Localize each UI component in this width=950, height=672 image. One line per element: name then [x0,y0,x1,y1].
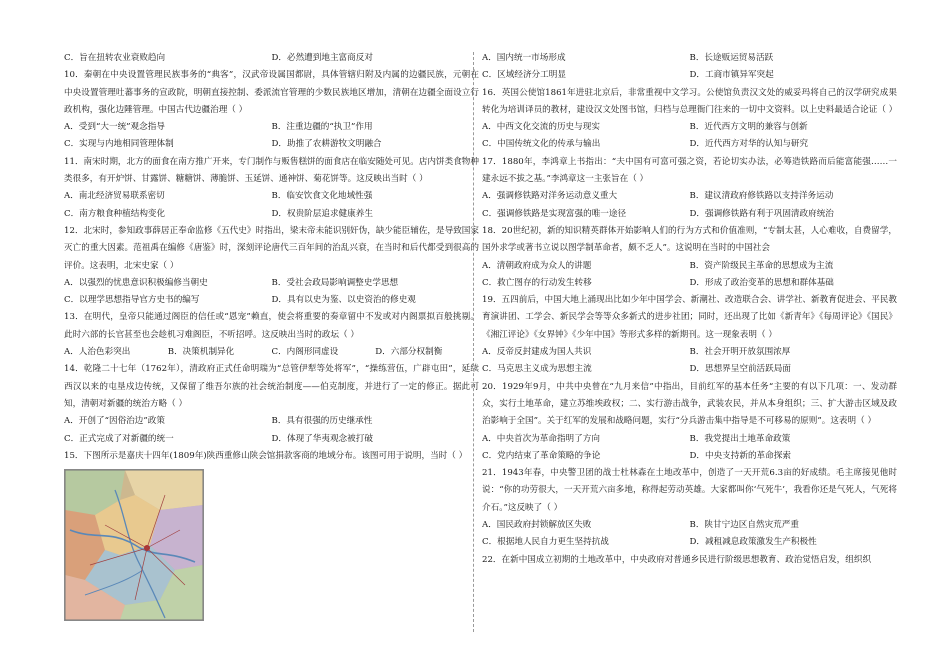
question-19 [482,292,897,378]
q20-options [482,431,897,466]
question-10 [64,67,479,153]
question-14 [64,361,479,447]
q10-stem: 10．秦朝在中央设置管理民族事务的“典客”，汉武帝设属国都尉，具体管辖归附及内属的边疆民族，元朝在中央设置管理吐蕃事务的宣政院，明朝直接控制、委派流官管理的少数民族地区增加，清朝在边疆全面设立行政机构，强化边陲管理。中国古代边疆治理（ ） [64,70,479,115]
question-11 [64,154,479,223]
q16-option-d: D．近代西方对华的认知与研究 [689,139,809,150]
q15-options [482,50,897,85]
q20-option-d: D．中央支持新的革命探索 [689,450,791,461]
q19-option-b: B．社会开明开放氛围浓厚 [689,347,791,358]
q16-options [482,119,897,154]
q21-option-d: D．减租减息政策激发生产积极性 [689,537,817,548]
q15-option-a: A．国内统一市场形成 [482,53,566,63]
q15-stem: 15．下图所示是嘉庆十四年(1809年)陕西重修山陕会馆捐款客商的地域分布。该图可用于说明，当时（ ） [64,450,468,461]
q17-option-d: D．强调修铁路有利于巩固清政府统治 [689,208,834,219]
q12-stem: 12．北宋时，参知政事薛居正奉命监修《五代史》时指出，梁末帝未能识别奸伪，缺少能臣辅佐，是导致国家灭亡的重大因素。范祖禹在编修《唐鉴》时，深刻评论唐代三百年间的治乱兴衰，在当时和后代都受到很高的评价。这表明，北宋史家（ ） [64,225,479,271]
q17-stem: 17．1880年，李鸿章上书指出：“夫中国有可富可强之资，若论切实办法，必筹造铁路而后能富能强……一建永远不拔之基。”李鸿章这一主张旨在（ ） [482,156,897,185]
q17-option-a: A．强调修铁路对洋务运动意义重大 [482,191,618,202]
q20-option-b: B．我党提出土地革命政策 [689,433,791,444]
q12-option-a: A．以强烈的忧患意识积极编修当朝史 [64,277,208,288]
q10-option-d: D．助推了农耕游牧文明融合 [271,139,382,150]
q13-option-c: C．内阁形同虚设 [271,347,339,358]
q16-stem: 16．英国公使馆1861年进驻北京后，非常重视中文学习。公使馆负责汉文处的威妥玛将自己的汉学研究成果转化为培训译员的教材，建设汉文处图书馆，归档与总理衙门往来的一切中文资料。以上史料最适合论证（ ） [482,87,898,115]
q11-option-b: B．临安饮食文化地域性强 [271,191,373,202]
q14-option-a: A．开创了“因俗治边”政策 [64,416,165,427]
q12-option-d: D．具有以史为鉴、以史资治的修史观 [271,295,416,306]
q21-option-a: A．国民政府封锁解放区失败 [482,520,592,531]
question-17 [482,154,897,223]
question-22 [482,552,897,569]
question-21 [482,465,897,551]
q19-option-d: D．思想界呈空前活跃局面 [689,364,791,375]
q10-options [64,119,479,154]
question-15 [64,448,479,621]
q20-option-c: C．党内结束了革命策略的争论 [482,450,601,461]
q17-options [482,188,897,223]
q11-option-d: D．权贵阶层追求健康养生 [271,208,373,219]
q12-options [64,275,479,310]
q11-option-c: C．南方粮食种植结构变化 [64,208,166,219]
right-column [482,50,897,569]
q12-option-b: B．受社会政局影响调整史学思想 [271,277,399,288]
merchant-distribution-map [64,469,204,621]
q12-option-c: C．以理学思想指导官方史书的编写 [64,295,200,306]
q9-option-c: C．旨在扭转农业衰败趋向 [64,53,166,63]
q21-stem: 21．1943年春，中央警卫团的战士杜林森在土地改革中，创造了一天开荒6.3亩的好成绩。毛主席接见他时说：“你的功劳很大，一天开荒六亩多地，称得起劳动英雄。大家都叫你‘气死牛’，我看你还是气死人，气死将介石。”这反映了（ ） [482,468,897,513]
q13-option-b: B．决策机制异化 [167,347,235,358]
q17-option-b: B．建议清政府修铁路以支持洋务运动 [689,191,834,202]
q11-stem: 11．南宋时期，北方的面食在南方推广开来，专门制作与贩售糕饼的面食店在临安随处可见。店内饼类食物种类很多，有开炉饼、甘露饼、糖糖饼、薄脆饼、玉延饼、通神饼、菊花饼等。这反映出当时（ ） [64,156,479,185]
q19-option-c: C．马克思主义成为思想主流 [482,364,592,375]
question-20 [482,379,897,465]
question-12 [64,223,479,309]
q16-option-c: C．中国传统文化的传承与输出 [482,139,601,150]
q16-option-b: B．近代西方文明的兼容与创新 [689,122,808,133]
q13-stem: 13．在明代，皇帝只能通过阁臣的信任或“恩宠”赖直，使会将重要的奏章留中不发或对内阁票拟百般挑剔。此时六部的长官甚至也会趁机习难阁臣，不听招呼。这反映出当时的政坛（ ） [64,312,479,340]
q14-options [64,413,479,448]
q11-options [64,188,479,223]
column-divider [473,52,474,632]
q19-options [482,344,897,379]
q14-option-d: D．体现了华夷观念被打破 [271,433,373,444]
q18-options [482,258,897,293]
q20-stem: 20．1929年9月，中共中央曾在“九月来信”中指出，目前红军的基本任务“主要的有以下几项：一、发动群众，实行土地革命，建立苏维埃政权；二、实行游击战争，武装农民，并从本身组织；三、扩大游击区域及政治影响于全国”。关于红军的发展和战略问题，实行“分兵游击集中指导是不可移易的原则”。这表明（ ） [482,381,897,427]
q14-option-b: B．具有很强的历史继承性 [271,416,373,427]
q14-option-c: C．正式完成了对新疆的统一 [64,433,174,444]
q20-option-a: A．中央首次为革命指明了方向 [482,433,600,444]
q21-option-b: B．陕甘宁边区自然灾荒严重 [689,520,799,531]
q13-option-a: A．人治色彩突出 [64,347,131,358]
q10-option-b: B．注重边疆的“执卫”作用 [271,122,373,133]
q18-option-b: B．资产阶级民主革命的思想成为主流 [689,260,834,271]
q18-stem: 18．20世纪初，新的知识精英群体开始影响人们的行为方式和价值准则，“专制太甚，人心难收，自费留学，国外求学或著书立说以图学制革命者，颇不乏人”。这说明在当时的中国社会 [482,225,897,254]
q18-option-d: D．形成了政治变革的思想和群体基础 [689,277,834,288]
map-graphic [65,470,203,620]
q22-stem: 22．在新中国成立初期的土地改革中，中央政府对普通乡民进行阶级思想教育、政治觉悟启发，组织织 [482,554,872,565]
q19-option-a: A．反帝反封建成为国人共识 [482,347,592,358]
q15-option-b: B．长途贩运贸易活跃 [689,53,774,63]
q19-stem: 19．五四前后，中国大地上涌现出比如少年中国学会、新潮社、改造联合会、讲学社、新教育促进会、平民教育演讲团、工学会、新民学会等等众多新式的进步社团；同时，还出现了比如《新青年》《每周评论》《国民》《湘江评论》《女界钟》《少年中国》等形式多样的新期刊。这一现象表明（ ） [482,295,897,340]
q17-option-c: C．强调修铁路是实现富强的唯一途径 [482,208,627,219]
question-13 [64,309,479,361]
q10-option-c: C．实现与内地相同管理体制 [64,139,174,150]
q9-options [64,50,479,67]
q13-option-d: D．六部分权制衡 [375,347,443,358]
q16-option-a: A．中西文化交流的历史与现实 [482,122,600,133]
q10-option-a: A．受到“大一统”观念指导 [64,122,165,133]
q18-option-c: C．救亡图存的行动发生转移 [482,277,592,288]
q18-option-a: A．清朝政府成为众人的讲题 [482,260,592,271]
question-18 [482,223,897,292]
q15-option-d: D．工商市镇异军突起 [689,70,774,81]
q15-option-c: C．区域经济分工明显 [482,70,566,81]
q21-option-c: C．根据地人民自力更生坚持抗战 [482,537,609,548]
q21-options [482,517,897,552]
q9-option-d: D．必然遭到地主富商反对 [271,53,373,63]
q13-options [64,344,479,361]
q11-option-a: A．南北经济贸易联系密切 [64,191,165,202]
question-16 [482,85,897,154]
q14-stem: 14．乾隆二十七年（1762年），清政府正式任命明瑞为“总管伊犁等处将军”，“操练营伍，广辟屯田”，延续西汉以来的屯垦戍边传统，又保留了维吾尔族的社会统治制度——伯克制度，并进行了一定的修正。据此可知，清朝对新疆的统治方略（ ） [64,364,479,409]
left-column [64,50,479,621]
